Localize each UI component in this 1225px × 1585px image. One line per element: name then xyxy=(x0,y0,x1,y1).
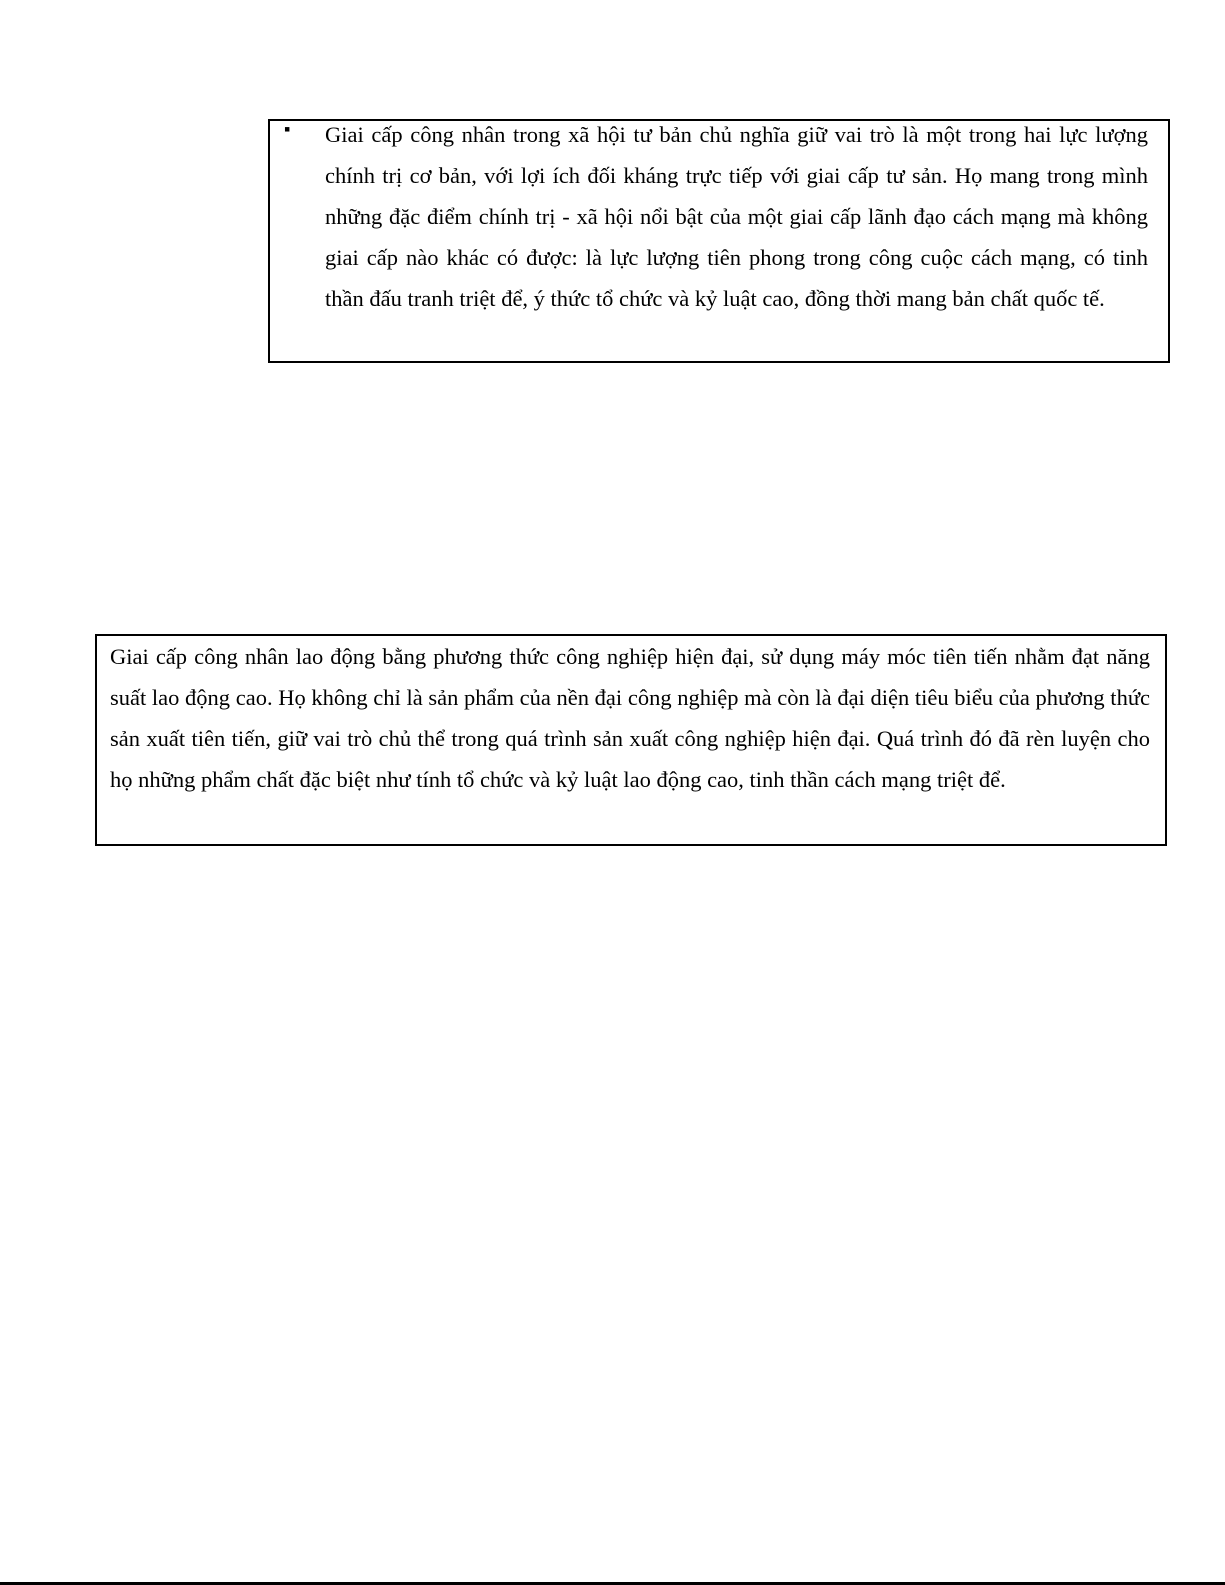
square-bullet-icon: ▪ xyxy=(284,119,291,139)
bullet-item xyxy=(270,114,1148,319)
bulleted-text-box xyxy=(268,119,1170,363)
bullet-paragraph: Giai cấp công nhân trong xã hội tư bản chủ nghĩa giữ vai trò là một trong hai lực lượng chính trị cơ bản, với lợi ích đối kháng trực tiếp với giai cấp tư sản. Họ mang trong mình những đặc điểm chính trị - xã hội nổi bật của một giai cấp lãnh đạo cách mạng mà không giai cấp nào khác có được: là lực lượng tiên phong trong công cuộc cách mạng, có tinh thần đấu tranh triệt để, ý thức tổ chức và kỷ luật cao, đồng thời mang bản chất quốc tế. xyxy=(325,122,1148,311)
body-paragraph: Giai cấp công nhân lao động bằng phương thức công nghiệp hiện đại, sử dụng máy móc tiên tiến nhằm đạt năng suất lao động cao. Họ không chỉ là sản phẩm của nền đại công nghiệp mà còn là đại diện tiêu biểu của phương thức sản xuất tiên tiến, giữ vai trò chủ thể trong quá trình sản xuất công nghiệp hiện đại. Quá trình đó đã rèn luyện cho họ những phẩm chất đặc biệt như tính tổ chức và kỷ luật lao động cao, tinh thần cách mạng triệt để. xyxy=(110,644,1150,792)
text-box xyxy=(95,634,1167,846)
